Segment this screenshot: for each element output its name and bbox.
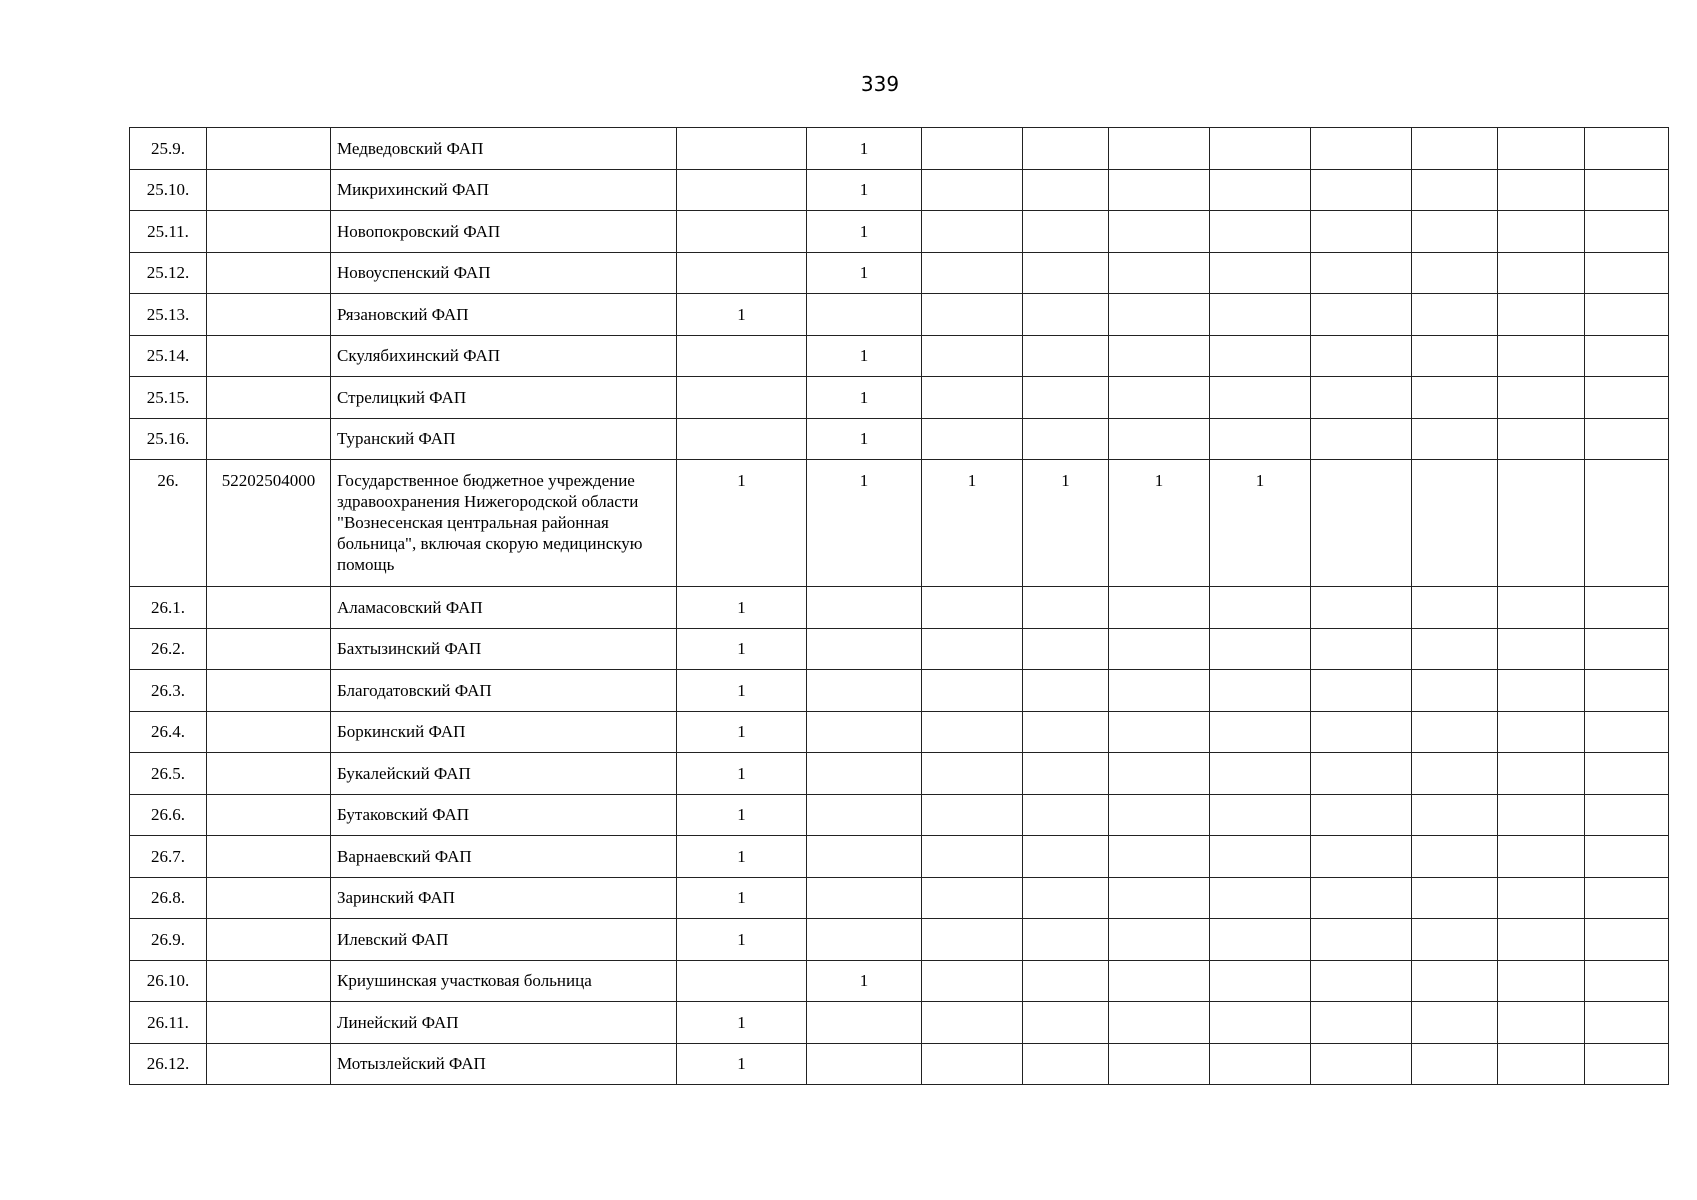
value-cell: [1311, 919, 1412, 961]
value-cell: [1585, 628, 1669, 670]
value-cell: 1: [677, 753, 807, 795]
value-cell: [1210, 628, 1311, 670]
value-cell: [807, 628, 922, 670]
value-cell: [1412, 670, 1498, 712]
value-cell: [807, 587, 922, 629]
value-cell: [1109, 335, 1210, 377]
value-cell: [1210, 919, 1311, 961]
value-cell: 1: [677, 919, 807, 961]
facility-name-cell: Илевский ФАП: [331, 919, 677, 961]
value-cell: [1109, 836, 1210, 878]
table-row: [130, 919, 1669, 961]
facility-name-cell: Мотызлейский ФАП: [331, 1043, 677, 1085]
value-cell: [1023, 836, 1109, 878]
value-cell: [922, 294, 1023, 336]
row-number-cell: 26.9.: [130, 919, 207, 961]
row-number-cell: 26.11.: [130, 1002, 207, 1044]
value-cell: [1210, 836, 1311, 878]
value-cell: [1023, 128, 1109, 170]
value-cell: [1412, 294, 1498, 336]
value-cell: [922, 1002, 1023, 1044]
value-cell: [807, 794, 922, 836]
value-cell: 1: [807, 211, 922, 253]
value-cell: [1498, 1002, 1585, 1044]
table-row: [130, 460, 1669, 587]
value-cell: 1: [677, 294, 807, 336]
value-cell: [1109, 211, 1210, 253]
value-cell: [807, 836, 922, 878]
facility-name-cell: Стрелицкий ФАП: [331, 377, 677, 419]
value-cell: [1023, 587, 1109, 629]
facility-name-cell: Криушинская участковая больница: [331, 960, 677, 1002]
value-cell: [1585, 294, 1669, 336]
value-cell: 1: [677, 628, 807, 670]
value-cell: [1210, 169, 1311, 211]
value-cell: [1311, 169, 1412, 211]
value-cell: [1210, 294, 1311, 336]
oktmo-code-cell: [207, 670, 331, 712]
oktmo-code-cell: [207, 1002, 331, 1044]
value-cell: [1023, 670, 1109, 712]
value-cell: [1023, 919, 1109, 961]
table-row: [130, 794, 1669, 836]
value-cell: [922, 335, 1023, 377]
facility-name-cell: Линейский ФАП: [331, 1002, 677, 1044]
value-cell: [1412, 418, 1498, 460]
value-cell: [1498, 169, 1585, 211]
value-cell: [807, 877, 922, 919]
value-cell: [922, 711, 1023, 753]
value-cell: [677, 960, 807, 1002]
value-cell: [922, 877, 1023, 919]
value-cell: [1109, 628, 1210, 670]
oktmo-code-cell: [207, 335, 331, 377]
facility-name-cell: Новоуспенский ФАП: [331, 252, 677, 294]
value-cell: [1023, 877, 1109, 919]
value-cell: [677, 252, 807, 294]
value-cell: [1412, 211, 1498, 253]
value-cell: 1: [677, 877, 807, 919]
oktmo-code-cell: 52202504000: [207, 460, 331, 587]
value-cell: [1412, 128, 1498, 170]
value-cell: [1023, 211, 1109, 253]
table-row: [130, 1002, 1669, 1044]
value-cell: [1023, 753, 1109, 795]
value-cell: [1498, 460, 1585, 587]
value-cell: [1023, 794, 1109, 836]
facility-name-cell: Микрихинский ФАП: [331, 169, 677, 211]
value-cell: [1585, 960, 1669, 1002]
row-number-cell: 26.10.: [130, 960, 207, 1002]
value-cell: [1109, 169, 1210, 211]
value-cell: [1311, 836, 1412, 878]
value-cell: 1: [1023, 460, 1109, 587]
value-cell: [1585, 169, 1669, 211]
value-cell: [1210, 753, 1311, 795]
value-cell: [807, 1002, 922, 1044]
value-cell: 1: [807, 460, 922, 587]
value-cell: [1311, 587, 1412, 629]
value-cell: [807, 753, 922, 795]
row-number-cell: 25.9.: [130, 128, 207, 170]
value-cell: [1498, 960, 1585, 1002]
facility-name-cell: Бутаковский ФАП: [331, 794, 677, 836]
row-number-cell: 26.1.: [130, 587, 207, 629]
facility-name-cell: Аламасовский ФАП: [331, 587, 677, 629]
value-cell: [1109, 1043, 1210, 1085]
value-cell: [1109, 418, 1210, 460]
value-cell: [1498, 877, 1585, 919]
value-cell: [1412, 335, 1498, 377]
value-cell: [1585, 753, 1669, 795]
facility-name-cell: Медведовский ФАП: [331, 128, 677, 170]
table-row: [130, 128, 1669, 170]
value-cell: [1210, 211, 1311, 253]
value-cell: [1210, 252, 1311, 294]
facility-name-cell: Заринский ФАП: [331, 877, 677, 919]
value-cell: [1210, 877, 1311, 919]
table-row: [130, 960, 1669, 1002]
value-cell: [1210, 794, 1311, 836]
table-row: [130, 294, 1669, 336]
facility-name-cell: Благодатовский ФАП: [331, 670, 677, 712]
value-cell: [677, 377, 807, 419]
value-cell: [1109, 711, 1210, 753]
table-row: [130, 753, 1669, 795]
value-cell: 1: [807, 377, 922, 419]
value-cell: [1109, 877, 1210, 919]
value-cell: [1023, 418, 1109, 460]
value-cell: [1498, 418, 1585, 460]
facility-name-cell: Букалейский ФАП: [331, 753, 677, 795]
value-cell: [1498, 794, 1585, 836]
value-cell: [1412, 1043, 1498, 1085]
value-cell: [1585, 377, 1669, 419]
value-cell: [1023, 377, 1109, 419]
value-cell: [1023, 252, 1109, 294]
value-cell: [1498, 711, 1585, 753]
value-cell: [1210, 335, 1311, 377]
value-cell: [1498, 628, 1585, 670]
value-cell: [1311, 877, 1412, 919]
oktmo-code-cell: [207, 711, 331, 753]
value-cell: [1210, 1002, 1311, 1044]
oktmo-code-cell: [207, 919, 331, 961]
value-cell: [807, 294, 922, 336]
row-number-cell: 26.4.: [130, 711, 207, 753]
value-cell: [677, 128, 807, 170]
table-row: [130, 377, 1669, 419]
value-cell: [1311, 294, 1412, 336]
value-cell: 1: [807, 128, 922, 170]
value-cell: [1412, 919, 1498, 961]
table-row: [130, 670, 1669, 712]
value-cell: [1585, 211, 1669, 253]
facility-name-cell: Государственное бюджетное учреждение здравоохранения Нижегородской области "Вознесенская центральная районная больница", включая скорую медицинскую помощь: [331, 460, 677, 587]
value-cell: [1210, 128, 1311, 170]
facility-name-cell: Рязановский ФАП: [331, 294, 677, 336]
facility-name-cell: Боркинский ФАП: [331, 711, 677, 753]
row-number-cell: 25.15.: [130, 377, 207, 419]
value-cell: [1109, 960, 1210, 1002]
value-cell: [1498, 753, 1585, 795]
value-cell: [1109, 252, 1210, 294]
value-cell: [1311, 670, 1412, 712]
value-cell: [922, 211, 1023, 253]
value-cell: [1412, 836, 1498, 878]
value-cell: [1498, 335, 1585, 377]
value-cell: [1210, 377, 1311, 419]
facility-table: [129, 127, 1669, 1085]
value-cell: [922, 128, 1023, 170]
value-cell: [1109, 919, 1210, 961]
value-cell: 1: [807, 960, 922, 1002]
value-cell: [1311, 711, 1412, 753]
value-cell: [922, 418, 1023, 460]
value-cell: [922, 169, 1023, 211]
table-body: [130, 128, 1669, 1085]
row-number-cell: 26.5.: [130, 753, 207, 795]
value-cell: 1: [807, 418, 922, 460]
value-cell: [1311, 1002, 1412, 1044]
value-cell: 1: [677, 670, 807, 712]
value-cell: [1498, 128, 1585, 170]
value-cell: [807, 919, 922, 961]
row-number-cell: 25.13.: [130, 294, 207, 336]
row-number-cell: 25.12.: [130, 252, 207, 294]
value-cell: [1210, 960, 1311, 1002]
value-cell: [1023, 335, 1109, 377]
row-number-cell: 26.3.: [130, 670, 207, 712]
value-cell: [1585, 877, 1669, 919]
oktmo-code-cell: [207, 628, 331, 670]
value-cell: [807, 711, 922, 753]
value-cell: 1: [1109, 460, 1210, 587]
value-cell: [1311, 128, 1412, 170]
value-cell: [1412, 377, 1498, 419]
table-row: [130, 587, 1669, 629]
value-cell: [922, 960, 1023, 1002]
oktmo-code-cell: [207, 418, 331, 460]
value-cell: [1585, 587, 1669, 629]
value-cell: [1311, 252, 1412, 294]
value-cell: 1: [807, 252, 922, 294]
value-cell: [1109, 294, 1210, 336]
value-cell: [1498, 252, 1585, 294]
oktmo-code-cell: [207, 836, 331, 878]
value-cell: [807, 670, 922, 712]
value-cell: [1023, 294, 1109, 336]
value-cell: [1498, 919, 1585, 961]
value-cell: [1109, 1002, 1210, 1044]
oktmo-code-cell: [207, 169, 331, 211]
oktmo-code-cell: [207, 794, 331, 836]
value-cell: [1412, 169, 1498, 211]
value-cell: [677, 418, 807, 460]
oktmo-code-cell: [207, 377, 331, 419]
table-row: [130, 211, 1669, 253]
value-cell: 1: [677, 836, 807, 878]
value-cell: [922, 753, 1023, 795]
value-cell: [1311, 794, 1412, 836]
value-cell: [1498, 377, 1585, 419]
value-cell: [922, 628, 1023, 670]
value-cell: [1023, 960, 1109, 1002]
value-cell: [1585, 794, 1669, 836]
value-cell: [1109, 377, 1210, 419]
value-cell: [1412, 587, 1498, 629]
row-number-cell: 26.2.: [130, 628, 207, 670]
value-cell: [1210, 587, 1311, 629]
value-cell: [922, 919, 1023, 961]
value-cell: [922, 587, 1023, 629]
value-cell: [1498, 836, 1585, 878]
row-number-cell: 26.7.: [130, 836, 207, 878]
row-number-cell: 26.: [130, 460, 207, 587]
value-cell: [1023, 169, 1109, 211]
row-number-cell: 25.10.: [130, 169, 207, 211]
value-cell: [1585, 711, 1669, 753]
value-cell: [1412, 1002, 1498, 1044]
value-cell: [1412, 753, 1498, 795]
oktmo-code-cell: [207, 877, 331, 919]
row-number-cell: 26.8.: [130, 877, 207, 919]
value-cell: [1585, 252, 1669, 294]
page-number: 339: [860, 72, 900, 96]
value-cell: [922, 670, 1023, 712]
table-row: [130, 711, 1669, 753]
value-cell: [1109, 587, 1210, 629]
value-cell: 1: [677, 711, 807, 753]
value-cell: 1: [807, 335, 922, 377]
value-cell: [677, 211, 807, 253]
value-cell: [1585, 919, 1669, 961]
value-cell: [1023, 711, 1109, 753]
value-cell: [1498, 670, 1585, 712]
oktmo-code-cell: [207, 1043, 331, 1085]
value-cell: [677, 169, 807, 211]
value-cell: [1109, 128, 1210, 170]
table-row: [130, 836, 1669, 878]
value-cell: [1412, 252, 1498, 294]
facility-name-cell: Варнаевский ФАП: [331, 836, 677, 878]
value-cell: [1585, 836, 1669, 878]
facility-name-cell: Бахтызинский ФАП: [331, 628, 677, 670]
row-number-cell: 26.12.: [130, 1043, 207, 1085]
facility-name-cell: Скулябихинский ФАП: [331, 335, 677, 377]
value-cell: [922, 377, 1023, 419]
oktmo-code-cell: [207, 960, 331, 1002]
table-row: [130, 335, 1669, 377]
value-cell: [1311, 753, 1412, 795]
value-cell: [1585, 460, 1669, 587]
value-cell: [1585, 418, 1669, 460]
value-cell: [1311, 1043, 1412, 1085]
value-cell: [1210, 1043, 1311, 1085]
value-cell: [1585, 335, 1669, 377]
value-cell: [1412, 711, 1498, 753]
value-cell: [922, 836, 1023, 878]
value-cell: [1210, 670, 1311, 712]
value-cell: [1109, 794, 1210, 836]
value-cell: [1210, 418, 1311, 460]
value-cell: [922, 1043, 1023, 1085]
value-cell: [922, 252, 1023, 294]
value-cell: [677, 335, 807, 377]
value-cell: [1311, 211, 1412, 253]
table-row: [130, 252, 1669, 294]
value-cell: [1023, 1043, 1109, 1085]
table-row: [130, 877, 1669, 919]
oktmo-code-cell: [207, 128, 331, 170]
oktmo-code-cell: [207, 294, 331, 336]
value-cell: [1498, 587, 1585, 629]
value-cell: [1311, 460, 1412, 587]
row-number-cell: 25.11.: [130, 211, 207, 253]
row-number-cell: 25.14.: [130, 335, 207, 377]
value-cell: 1: [1210, 460, 1311, 587]
value-cell: [1585, 1043, 1669, 1085]
value-cell: [1109, 753, 1210, 795]
oktmo-code-cell: [207, 753, 331, 795]
value-cell: 1: [677, 794, 807, 836]
value-cell: [1109, 670, 1210, 712]
value-cell: [1023, 1002, 1109, 1044]
value-cell: [1412, 877, 1498, 919]
value-cell: [1311, 335, 1412, 377]
value-cell: [1311, 418, 1412, 460]
value-cell: [1412, 794, 1498, 836]
value-cell: [1498, 211, 1585, 253]
value-cell: [1498, 294, 1585, 336]
value-cell: 1: [807, 169, 922, 211]
value-cell: [1311, 960, 1412, 1002]
row-number-cell: 26.6.: [130, 794, 207, 836]
table-row: [130, 169, 1669, 211]
value-cell: [1498, 1043, 1585, 1085]
value-cell: 1: [677, 1043, 807, 1085]
table-row: [130, 628, 1669, 670]
value-cell: [1412, 628, 1498, 670]
value-cell: [1585, 670, 1669, 712]
value-cell: 1: [922, 460, 1023, 587]
value-cell: 1: [677, 460, 807, 587]
value-cell: [1023, 628, 1109, 670]
facility-name-cell: Туранский ФАП: [331, 418, 677, 460]
value-cell: [1585, 1002, 1669, 1044]
value-cell: [1412, 960, 1498, 1002]
value-cell: [1311, 377, 1412, 419]
table-row: [130, 1043, 1669, 1085]
table-row: [130, 418, 1669, 460]
facility-name-cell: Новопокровский ФАП: [331, 211, 677, 253]
row-number-cell: 25.16.: [130, 418, 207, 460]
oktmo-code-cell: [207, 252, 331, 294]
oktmo-code-cell: [207, 211, 331, 253]
value-cell: [922, 794, 1023, 836]
value-cell: 1: [677, 587, 807, 629]
value-cell: [1210, 711, 1311, 753]
value-cell: [807, 1043, 922, 1085]
value-cell: 1: [677, 1002, 807, 1044]
value-cell: [1412, 460, 1498, 587]
oktmo-code-cell: [207, 587, 331, 629]
value-cell: [1585, 128, 1669, 170]
value-cell: [1311, 628, 1412, 670]
